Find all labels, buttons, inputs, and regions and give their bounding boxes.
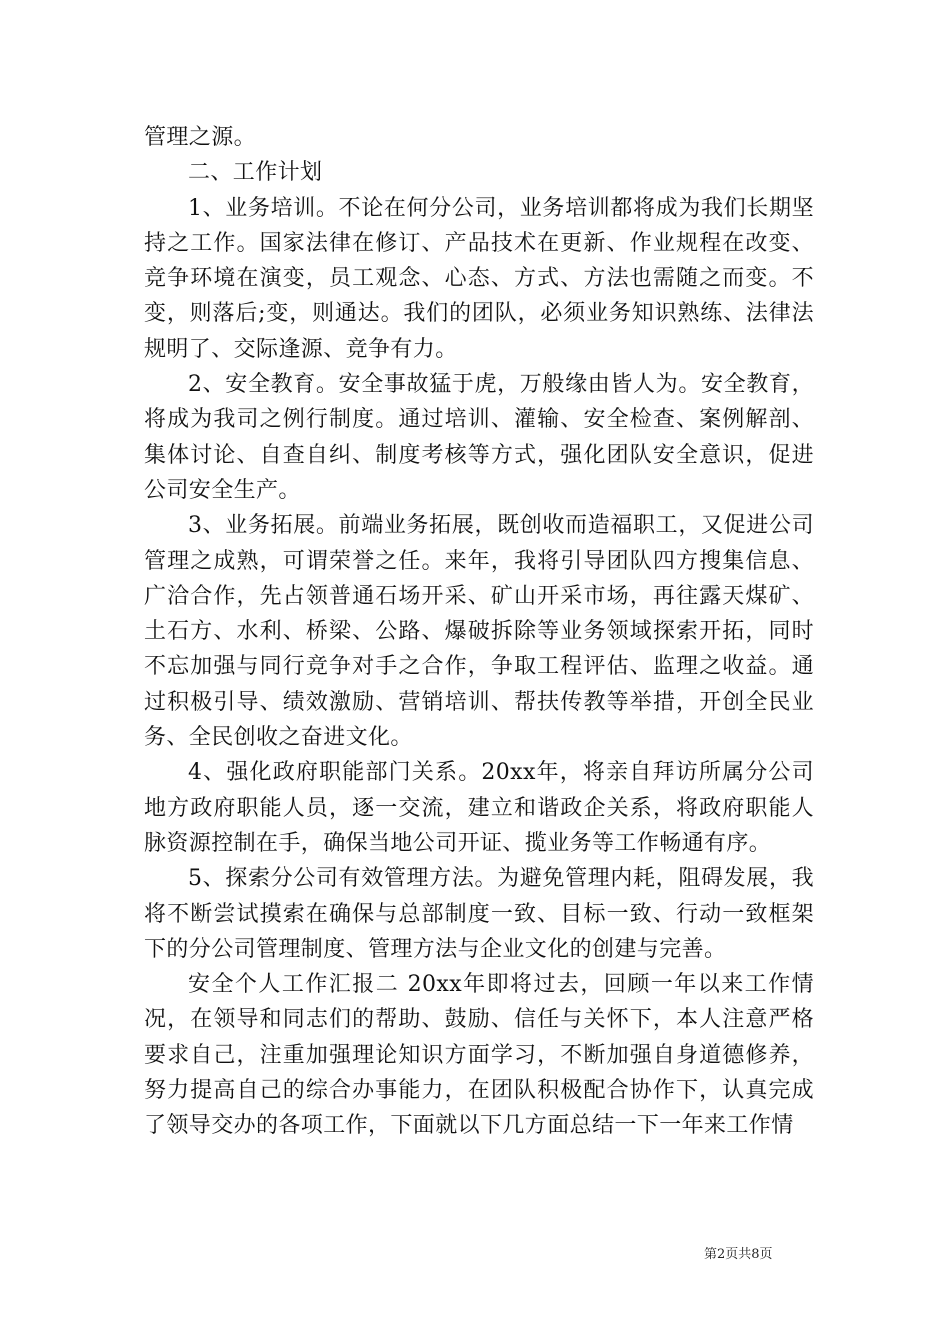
paragraph-report-two: 安全个人工作汇报二 20xx年即将过去，回顾一年以来工作情况，在领导和同志们的帮助、鼓励、信任与关怀下，本人注意严格要求自己，注重加强理论知识方面学习，不断加强自身道德修养，努力提高自己的综合办事能力，在团队积极配合协作下，认真完成了领导交办的各项工作，下面就以下几方面总结一下一年来工作情 <box>144 972 814 1139</box>
paragraph-management-methods: 5、探索分公司有效管理方法。为避免管理内耗，阻碍发展，我将不断尝试摸索在确保与总部制度一致、目标一致、行动一致框架下的分公司管理制度、管理方法与企业文化的创建与完善。 <box>144 866 814 962</box>
paragraph-business-training: 1、业务培训。不论在何分公司，业务培训都将成为我们长期坚持之工作。国家法律在修订、产品技术在更新、作业规程在改变、竞争环境在演变，员工观念、心态、方式、方法也需随之而变。不变，则落后;变，则通达。我们的团队，必须业务知识熟练、法律法规明了、交际逢源、竞争有力。 <box>144 195 814 362</box>
page-number-label: 第2页共8页 <box>704 1247 773 1262</box>
document-body <box>144 120 814 1144</box>
page-number-footer <box>704 1246 773 1264</box>
paragraph-continuation: 管理之源。 <box>144 125 257 150</box>
paragraph-business-expansion: 3、业务拓展。前端业务拓展，既创收而造福职工，又促进公司管理之成熟，可谓荣誉之任。来年，我将引导团队四方搜集信息、广洽合作，先占领普通石场开采、矿山开采市场，再往露天煤矿、土石方、水利、桥梁、公路、爆破拆除等业务领域探索开拓，同时不忘加强与同行竞争对手之合作，争取工程评估、监理之收益。通过积极引导、绩效激励、营销培训、帮扶传教等举措，开创全民业务、全民创收之奋进文化。 <box>144 513 814 751</box>
section-heading-work-plan: 二、工作计划 <box>188 160 323 186</box>
paragraph-safety-education: 2、安全教育。安全事故猛于虎，万般缘由皆人为。安全教育，将成为我司之例行制度。通过培训、灌输、安全检查、案例解剖、集体讨论、自查自纠、制度考核等方式，强化团队安全意识，促进公司安全生产。 <box>144 372 814 503</box>
paragraph-government-relations: 4、强化政府职能部门关系。20xx年，将亲自拜访所属分公司地方政府职能人员，逐一交流，建立和谐政企关系，将政府职能人脉资源控制在手，确保当地公司开证、揽业务等工作畅通有序。 <box>144 760 814 856</box>
